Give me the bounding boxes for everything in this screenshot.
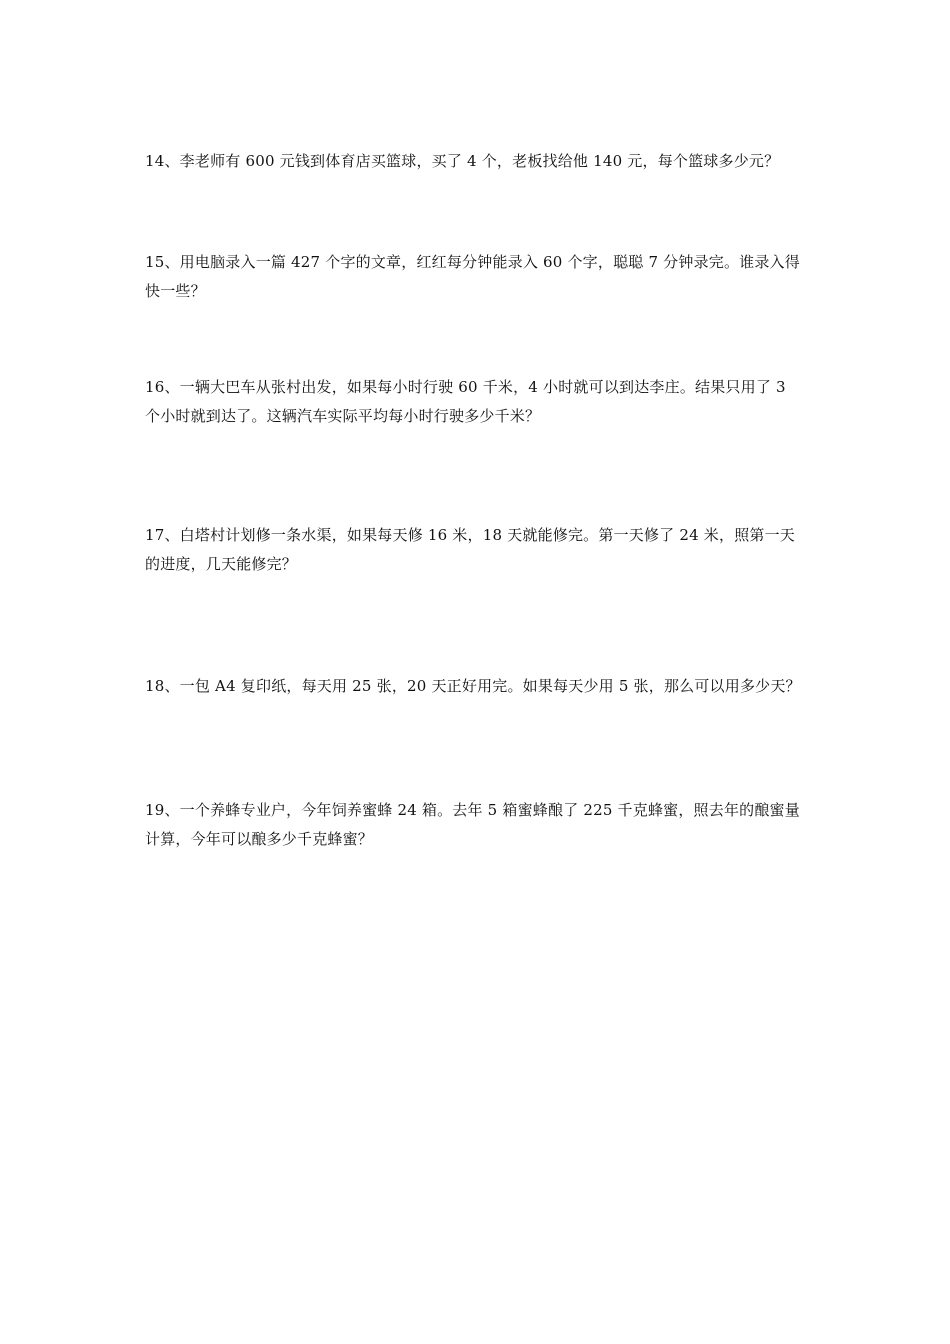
problem-text-line: 的进度，几天能修完？ <box>145 555 298 573</box>
problem-text-line: 个小时就到达了。这辆汽车实际平均每小时行驶多少千米？ <box>145 407 541 425</box>
problem-text-line: 15、用电脑录入一篇 427 个字的文章，红红每分钟能录入 60 个字，聪聪 7 分钟录完。谁录入得 <box>145 253 800 271</box>
problem-text-line: 17、白塔村计划修一条水渠，如果每天修 16 米，18 天就能修完。第一天修了 24 米，照第一天 <box>145 526 795 544</box>
problem-text-line: 18、一包 A4 复印纸，每天用 25 张，20 天正好用完。如果每天少用 5 张，那么可以用多少天？ <box>145 677 801 695</box>
problem-text-line: 19、一个养蜂专业户，今年饲养蜜蜂 24 箱。去年 5 箱蜜蜂酿了 225 千克蜂蜜，照去年的酿蜜量 <box>145 801 800 819</box>
problem-text-line: 16、一辆大巴车从张村出发，如果每小时行驶 60 千米，4 小时就可以到达李庄。结果只用了 3 <box>145 378 786 396</box>
problem-text-line: 14、李老师有 600 元钱到体育店买篮球，买了 4 个，老板找给他 140 元，每个篮球多少元？ <box>145 152 780 170</box>
problem-15 <box>145 248 809 306</box>
problem-16 <box>145 373 809 431</box>
problem-14 <box>145 147 809 176</box>
problem-text-line: 快一些？ <box>145 282 206 300</box>
problem-19 <box>145 796 809 854</box>
problem-18 <box>145 672 809 701</box>
problem-text-line: 计算，今年可以酿多少千克蜂蜜？ <box>145 830 374 848</box>
problem-17 <box>145 521 809 579</box>
